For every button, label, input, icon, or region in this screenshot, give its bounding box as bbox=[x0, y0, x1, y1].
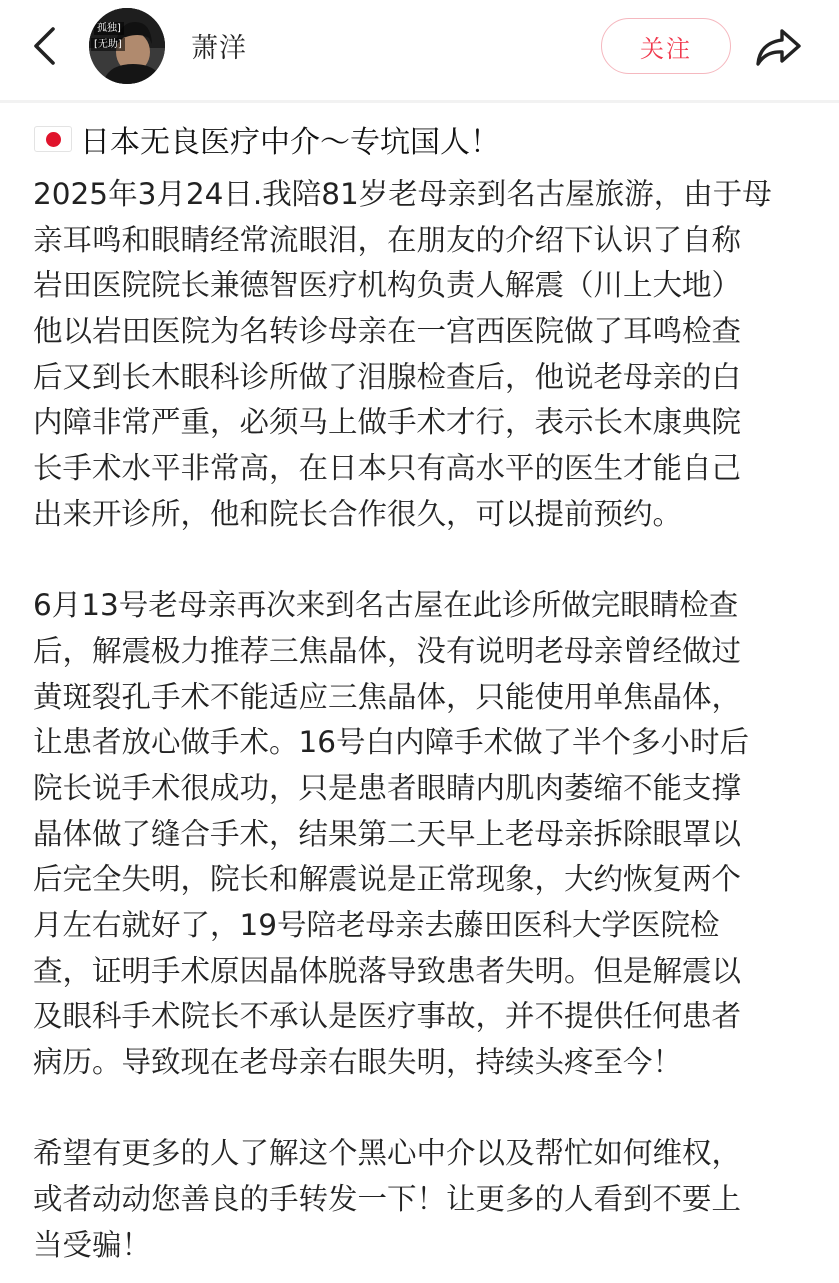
text-line: 黄斑裂孔手术不能适应三焦晶体，只能使用单焦晶体， bbox=[33, 679, 742, 714]
text-line: 后完全失明，院长和解震说是正常现象，大约恢复两个 bbox=[33, 862, 742, 897]
post-title: 日本无良医疗中介～专坑国人！ bbox=[80, 125, 500, 160]
paragraph-3 bbox=[33, 1131, 813, 1268]
japan-flag-icon bbox=[34, 126, 72, 152]
paragraph-1 bbox=[33, 172, 813, 538]
text-line: 让患者放心做手术。16号白内障手术做了半个多小时后 bbox=[33, 725, 750, 760]
text-line: 病历。导致现在老母亲右眼失明，持续头疼至今！ bbox=[33, 1045, 683, 1080]
text-line: 亲耳鸣和眼睛经常流眼泪，在朋友的介绍下认识了自称 bbox=[33, 222, 742, 257]
avatar-tag: 孤独] bbox=[94, 22, 124, 35]
text-line: 6月13号老母亲再次来到名古屋在此诊所做完眼睛检查 bbox=[33, 588, 739, 623]
post-title-row bbox=[34, 118, 500, 160]
text-line: 希望有更多的人了解这个黑心中介以及帮忙如何维权， bbox=[33, 1136, 742, 1171]
text-line: 当受骗！ bbox=[33, 1227, 152, 1262]
post-body bbox=[33, 172, 813, 1269]
share-button[interactable] bbox=[752, 22, 804, 72]
text-line: 内障非常严重，必须马上做手术才行，表示长木康典院 bbox=[33, 405, 742, 440]
text-line: 晶体做了缝合手术，结果第二天早上老母亲拆除眼罩以 bbox=[33, 816, 742, 851]
text-line: 院长说手术很成功，只是患者眼睛内肌肉萎缩不能支撑 bbox=[33, 770, 742, 805]
share-arrow-icon bbox=[754, 27, 802, 67]
text-line: 岩田医院院长兼德智医疗机构负责人解震（川上大地） bbox=[33, 268, 742, 303]
avatar-tag: [无助] bbox=[91, 38, 125, 51]
follow-button[interactable]: 关注 bbox=[601, 18, 731, 74]
header-divider bbox=[0, 100, 839, 103]
paragraph-gap bbox=[33, 538, 813, 584]
paragraph-2 bbox=[33, 583, 813, 1086]
text-line: 月左右就好了，19号陪老母亲去藤田医科大学医院检 bbox=[33, 908, 720, 942]
text-line: 出来开诊所，他和院长合作很久，可以提前预约。 bbox=[33, 496, 683, 531]
text-line: 后，解震极力推荐三焦晶体，没有说明老母亲曾经做过 bbox=[33, 633, 742, 668]
paragraph-gap bbox=[33, 1086, 813, 1132]
text-line: 后又到长木眼科诊所做了泪腺检查后，他说老母亲的白 bbox=[33, 359, 742, 394]
text-line: 查，证明手术原因晶体脱落导致患者失明。但是解震以 bbox=[33, 953, 742, 988]
back-button[interactable] bbox=[22, 22, 66, 70]
chevron-left-icon bbox=[31, 26, 57, 66]
avatar[interactable] bbox=[89, 8, 165, 84]
text-line: 或者动动您善良的手转发一下！让更多的人看到不要上 bbox=[33, 1182, 742, 1217]
text-line: 长手术水平非常高，在日本只有高水平的医生才能自己 bbox=[33, 451, 742, 486]
flag-circle bbox=[46, 132, 61, 147]
username[interactable]: 萧洋 bbox=[191, 33, 247, 64]
top-bar bbox=[0, 0, 839, 96]
text-line: 及眼科手术院长不承认是医疗事故，并不提供任何患者 bbox=[33, 999, 742, 1034]
text-line: 2025年3月24日.我陪81岁老母亲到名古屋旅游，由于母 bbox=[33, 177, 772, 211]
text-line: 他以岩田医院为名转诊母亲在一宫西医院做了耳鸣检查 bbox=[33, 314, 742, 349]
